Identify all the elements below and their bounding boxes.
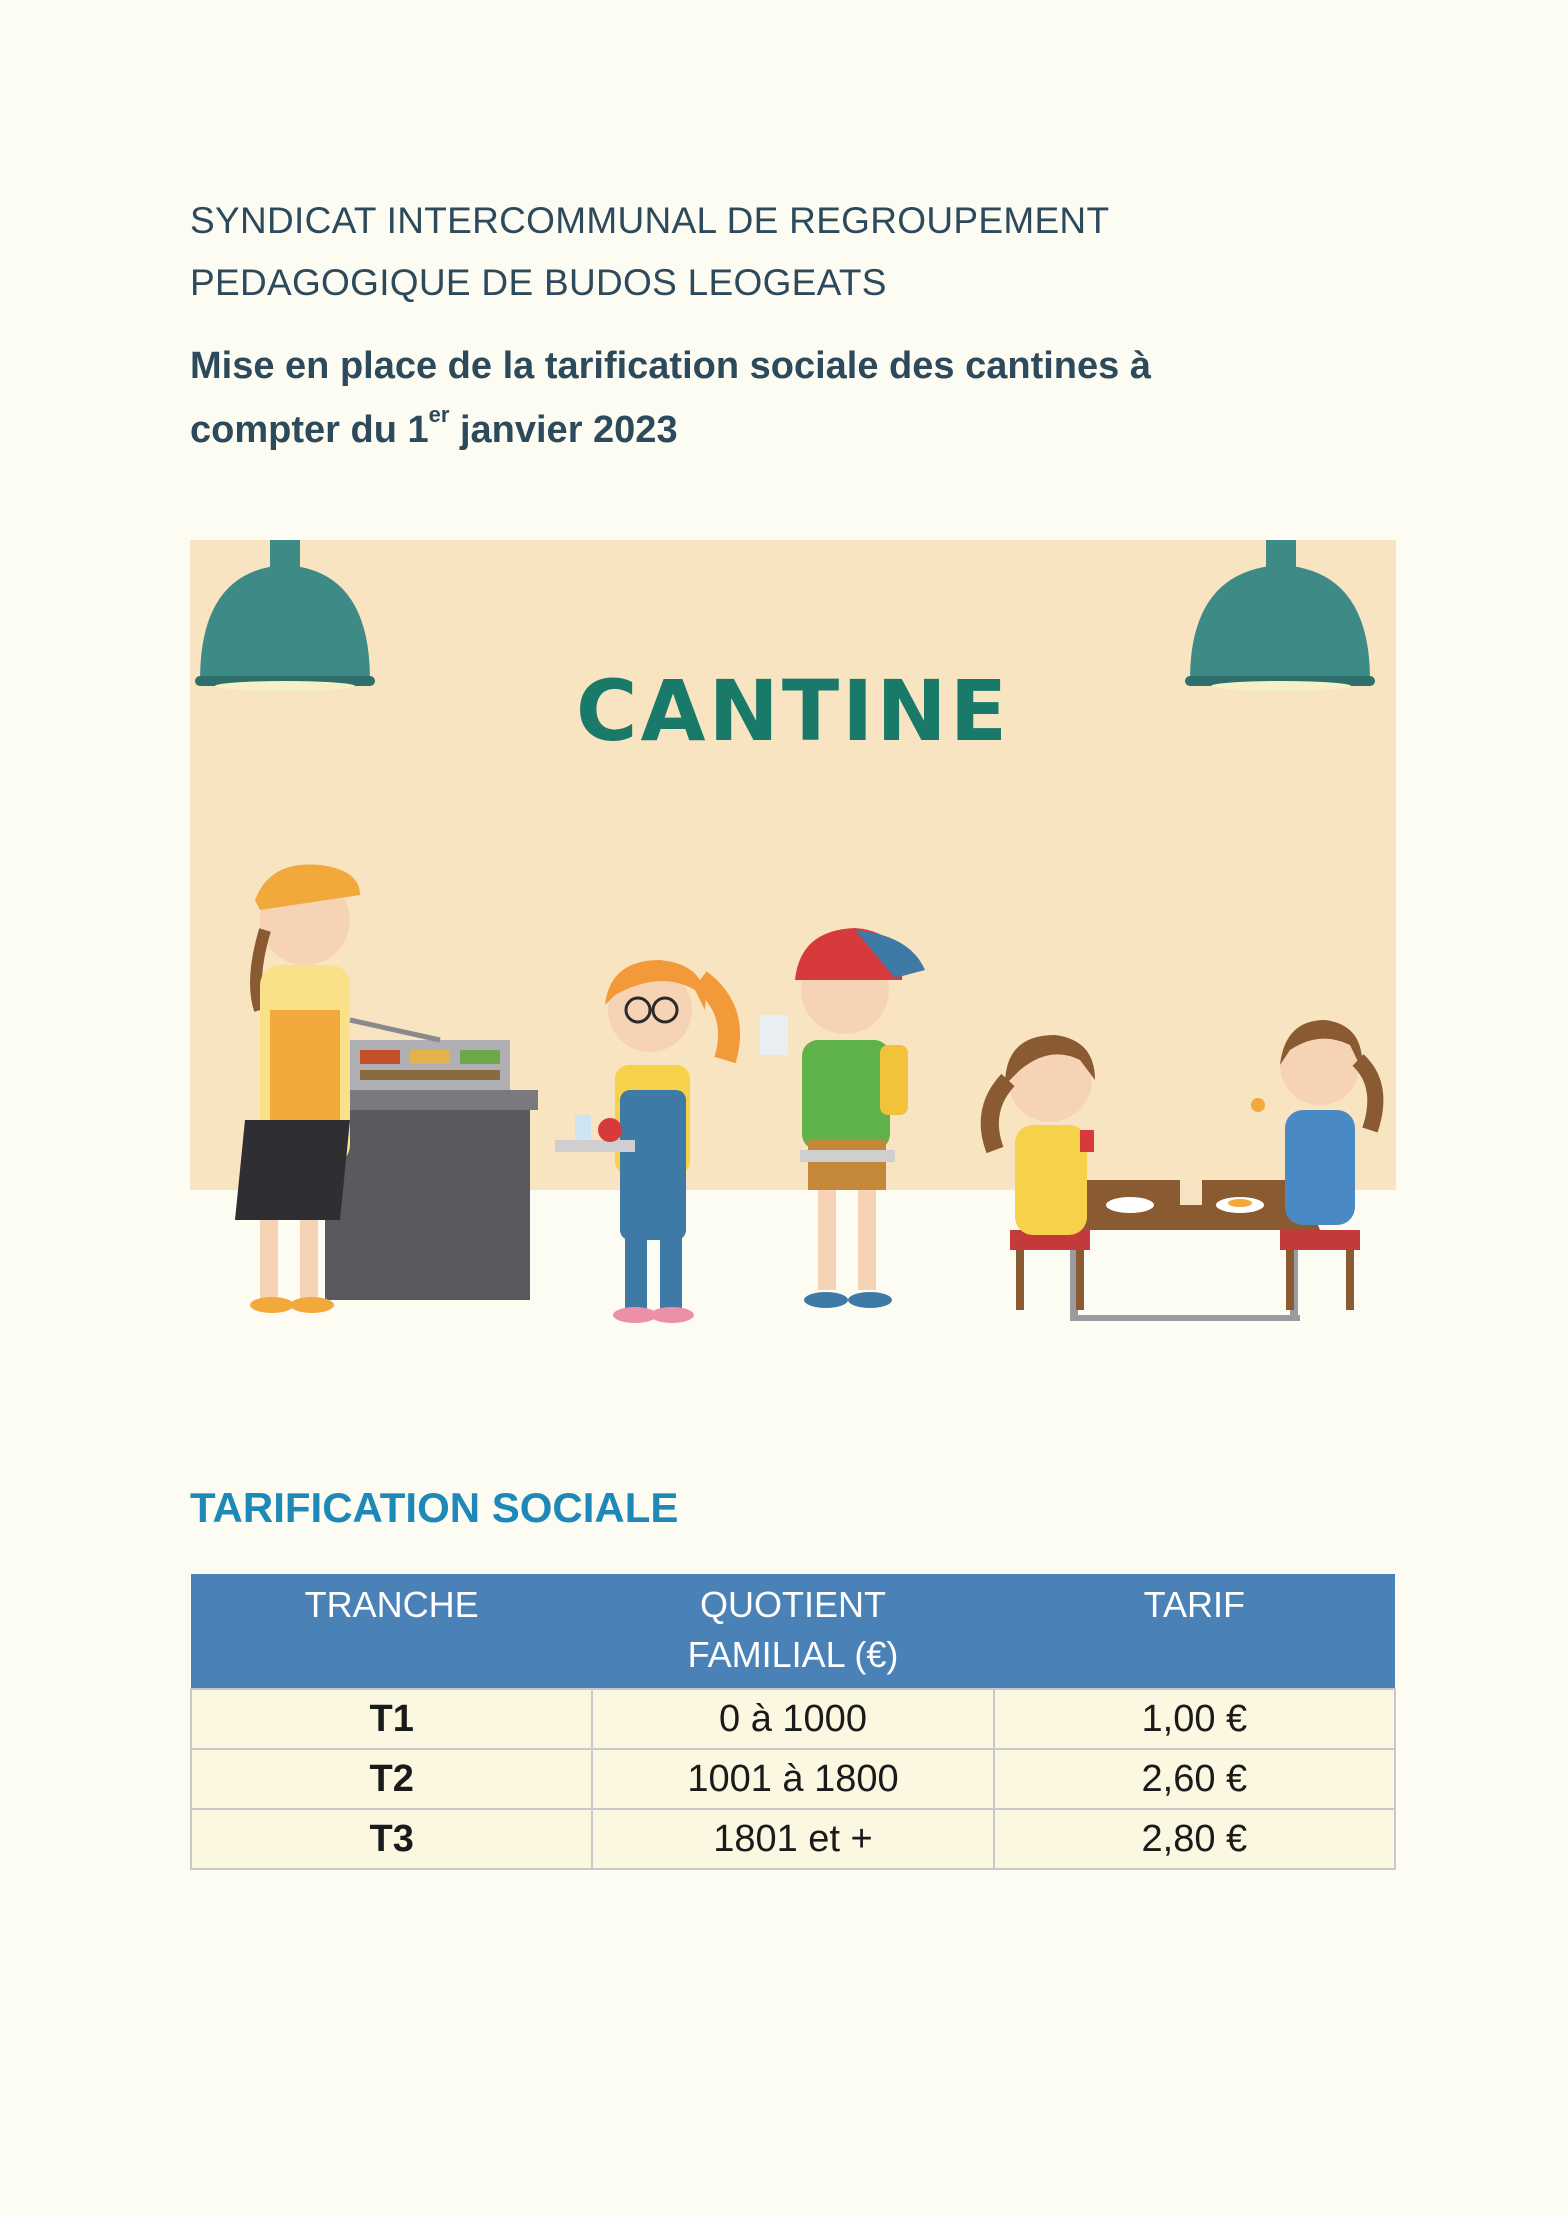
table-row [191,1749,1395,1809]
canteen-illustration [190,540,1396,1340]
tarif-cell: 2,80 € [994,1809,1395,1869]
quotient-cell: 1001 à 1800 [592,1749,993,1809]
section-title: TARIFICATION SOCIALE [190,1484,679,1531]
subtitle-line-2-suffix: janvier 2023 [449,409,678,451]
tarif-cell: 1,00 € [994,1689,1395,1749]
organization-name-line-2: PEDAGOGIQUE DE BUDOS LEOGEATS [190,262,887,303]
tranche-cell: T3 [191,1809,592,1869]
subtitle-line-1: Mise en place de la tarification sociale des cantines à [190,345,1151,387]
column-header-tarif [994,1574,1395,1689]
organization-name-line-1: SYNDICAT INTERCOMMUNAL DE REGROUPEMENT [190,200,1110,241]
tranche-cell: T1 [191,1689,592,1749]
column-header-tarif-text: TARIF [1143,1584,1245,1625]
serving-counter [318,1040,538,1300]
column-header-quotient-line-2: FAMILIAL (€) [687,1634,899,1675]
column-header-tranche-text: TRANCHE [304,1584,479,1625]
column-header-tranche [191,1574,592,1689]
canteen-illustration-svg [190,540,1396,1340]
table-row [191,1689,1395,1749]
organization-name [190,190,1290,314]
quotient-cell: 1801 et + [592,1809,993,1869]
table-row [191,1809,1395,1869]
tranche-cell: T2 [191,1749,592,1809]
column-header-quotient [592,1574,993,1689]
document-subtitle [190,334,1340,462]
quotient-cell: 0 à 1000 [592,1689,993,1749]
subtitle-line-2-prefix: compter du 1 [190,409,429,451]
subtitle-ordinal-suffix: er [428,402,450,427]
cantine-banner-text: CANTINE [575,662,1011,760]
column-header-quotient-line-1: QUOTIENT [699,1584,886,1625]
tarification-table [190,1574,1396,1870]
table-header-row [191,1574,1395,1689]
subtitle-line-2 [190,398,1340,462]
tarif-cell: 2,60 € [994,1749,1395,1809]
